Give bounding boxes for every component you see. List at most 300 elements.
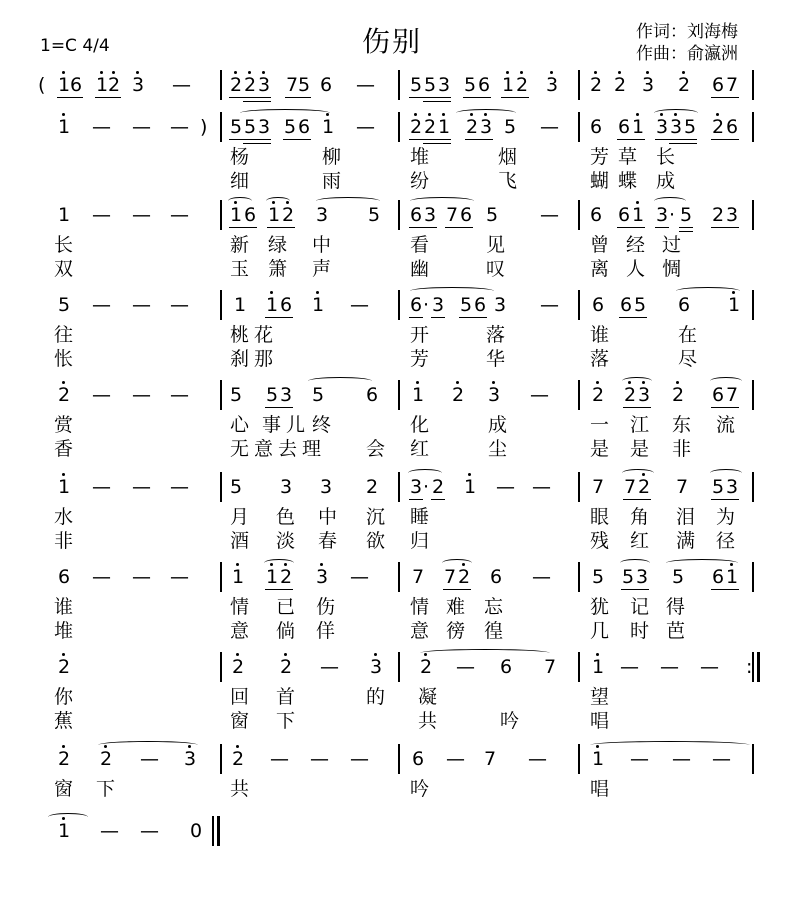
lyric-char: 眼 xyxy=(590,506,610,528)
bar-line xyxy=(578,112,580,142)
beam-line xyxy=(423,97,437,98)
lyric-char: 理 xyxy=(302,438,322,460)
beam-line xyxy=(725,227,739,228)
note: 1 xyxy=(58,820,71,842)
note: — xyxy=(100,820,119,842)
slur-tie xyxy=(442,559,472,567)
note: 6 xyxy=(712,566,725,588)
bar-line xyxy=(578,652,580,682)
octave-dot xyxy=(236,563,239,566)
note: — xyxy=(310,748,329,770)
lyric-char: 吟 xyxy=(500,710,520,732)
beam-line xyxy=(631,227,645,228)
note: 5 xyxy=(298,74,311,96)
octave-dot xyxy=(550,71,553,74)
note: 5 xyxy=(368,204,381,226)
beam-line xyxy=(711,589,725,590)
beam-line xyxy=(243,97,257,98)
note: 6 xyxy=(298,116,311,138)
beam-line xyxy=(409,499,423,500)
note: 3 xyxy=(410,476,423,498)
octave-dot xyxy=(62,71,65,74)
beam-line xyxy=(623,407,637,408)
note: — xyxy=(170,384,189,406)
lyric-char: 为 xyxy=(716,506,736,528)
note: 6 xyxy=(590,116,603,138)
bar-line xyxy=(752,562,754,592)
beam-line xyxy=(679,227,693,228)
note: 6 xyxy=(678,294,691,316)
slur-tie xyxy=(98,741,198,749)
lyric-char: 非 xyxy=(672,438,692,460)
lyric-char: 桃 xyxy=(230,324,250,346)
lyric-char: 你 xyxy=(54,686,74,708)
bar-line xyxy=(578,744,580,774)
note: 0 xyxy=(190,820,203,842)
lyric-char: 堆 xyxy=(54,620,74,642)
lyric-char: 声 xyxy=(312,258,332,280)
bar-line xyxy=(398,744,400,774)
note: — xyxy=(528,748,547,770)
lyric-char: 终 xyxy=(312,414,332,436)
octave-dot xyxy=(618,71,621,74)
lyric-char: 几 xyxy=(590,620,610,642)
lyric-char: 共 xyxy=(230,778,250,800)
octave-dot xyxy=(468,473,471,476)
slur-tie xyxy=(308,377,372,385)
lyric-char: 流 xyxy=(716,414,736,436)
beam-line xyxy=(711,97,725,98)
note: 3 xyxy=(370,656,383,678)
note: 6 xyxy=(366,384,379,406)
lyric-char: 情 xyxy=(230,596,250,618)
repeat-bar-thin xyxy=(752,652,754,682)
bar-line xyxy=(398,562,400,592)
octave-dot xyxy=(100,71,103,74)
lyric-char: 中 xyxy=(312,234,332,256)
beam-line xyxy=(409,227,423,228)
lyric-char: 曾 xyxy=(590,234,610,256)
note: 2 xyxy=(592,384,605,406)
beam-line xyxy=(283,139,297,140)
note: 1 xyxy=(502,74,515,96)
bar-line xyxy=(398,112,400,142)
note: 2 xyxy=(452,384,465,406)
lyric-char: 残 xyxy=(590,530,610,552)
note: 5 xyxy=(504,116,517,138)
note: 2 xyxy=(58,656,71,678)
note: 1 xyxy=(312,294,325,316)
beam-line xyxy=(257,101,271,102)
beam-line xyxy=(229,227,243,228)
beam-line xyxy=(431,499,445,500)
note: 2 xyxy=(108,74,121,96)
note: 7 xyxy=(544,656,557,678)
lyric-char: 事 xyxy=(262,414,282,436)
lyric-char: 香 xyxy=(54,438,74,460)
note: 6 xyxy=(618,116,631,138)
note: 3 xyxy=(546,74,559,96)
note: 3 xyxy=(670,116,683,138)
note: 2 xyxy=(366,476,379,498)
bar-line xyxy=(578,380,580,410)
note: 2 xyxy=(230,74,243,96)
note: 5 xyxy=(244,116,257,138)
lyric-char: 是 xyxy=(590,438,610,460)
note: 3 xyxy=(316,204,329,226)
slur-tie xyxy=(266,197,290,205)
lyric-char: 犹 xyxy=(590,596,610,618)
note: · xyxy=(423,476,430,498)
note: 6 xyxy=(70,74,83,96)
bar-line xyxy=(220,112,222,142)
score-row xyxy=(0,658,800,738)
bar-line xyxy=(752,70,754,100)
lyric-char: 红 xyxy=(630,530,650,552)
lyric-char: 过 xyxy=(662,234,682,256)
note: 1 xyxy=(322,116,335,138)
note: — xyxy=(532,566,551,588)
bar-line xyxy=(578,562,580,592)
lyricist-credit: 作词：刘海梅 xyxy=(636,22,738,42)
note: 3 xyxy=(642,74,655,96)
bar-line xyxy=(220,472,222,502)
bar-line xyxy=(398,472,400,502)
note: 2 xyxy=(432,476,445,498)
score-row xyxy=(0,206,800,286)
beam-line xyxy=(617,227,631,228)
lyric-char: 去 xyxy=(278,438,298,460)
note: — xyxy=(620,656,639,678)
score-row xyxy=(0,386,800,466)
note: 3 xyxy=(280,476,293,498)
note: 5 xyxy=(460,294,473,316)
note: 5 xyxy=(672,566,685,588)
lyric-char: 时 xyxy=(630,620,650,642)
note: 2 xyxy=(232,656,245,678)
bar-line xyxy=(752,290,754,320)
lyric-char: 细 xyxy=(230,170,250,192)
lyric-char: 睡 xyxy=(410,506,430,528)
score-row xyxy=(0,296,800,376)
octave-dot xyxy=(270,291,273,294)
note: 2 xyxy=(100,748,113,770)
note: — xyxy=(132,384,151,406)
final-bar-thin xyxy=(212,816,214,846)
note: — xyxy=(270,748,289,770)
note: 3 xyxy=(132,74,145,96)
octave-dot xyxy=(320,563,323,566)
lyric-char: 草 xyxy=(618,146,638,168)
note: 5 xyxy=(230,116,243,138)
note: 5 xyxy=(712,476,725,498)
lyric-char: 色 xyxy=(276,506,296,528)
note: 6 xyxy=(244,204,257,226)
note: 7 xyxy=(286,74,299,96)
lyric-char: 红 xyxy=(410,438,430,460)
note: 6 xyxy=(410,204,423,226)
bar-line xyxy=(752,112,754,142)
bar-line xyxy=(220,290,222,320)
lyric-char: 窗 xyxy=(54,778,74,800)
lyric-char: 长 xyxy=(54,234,74,256)
note: 1 xyxy=(464,476,477,498)
lyric-char: 中 xyxy=(318,506,338,528)
note: 2 xyxy=(420,656,433,678)
beam-line xyxy=(457,589,471,590)
octave-dot xyxy=(646,71,649,74)
lyric-char: 已 xyxy=(276,596,296,618)
beam-line xyxy=(423,227,437,228)
note: — xyxy=(132,204,151,226)
octave-dot xyxy=(62,745,65,748)
note: 3 xyxy=(656,204,669,226)
beam-line xyxy=(711,407,725,408)
note: 7 xyxy=(446,204,459,226)
score-row xyxy=(0,118,800,198)
note: — xyxy=(540,204,559,226)
bar-line xyxy=(398,652,400,682)
note: 5 xyxy=(680,204,693,226)
beam-line xyxy=(107,97,121,98)
slur-tie xyxy=(590,741,750,749)
note: 2 xyxy=(624,384,637,406)
note: 5 xyxy=(410,74,423,96)
lyric-char: 归 xyxy=(410,530,430,552)
note: — xyxy=(672,748,691,770)
lyric-char: 径 xyxy=(716,530,736,552)
beam-line xyxy=(725,407,739,408)
note: 6 xyxy=(500,656,513,678)
lyric-char: 玉 xyxy=(230,258,250,280)
octave-dot xyxy=(62,473,65,476)
lyric-char: 下 xyxy=(276,710,296,732)
note: — xyxy=(92,566,111,588)
beam-line xyxy=(265,407,279,408)
note: — xyxy=(532,476,551,498)
note: — xyxy=(170,116,189,138)
note: 2 xyxy=(466,116,479,138)
octave-dot xyxy=(492,381,495,384)
note: 2 xyxy=(58,748,71,770)
bar-line xyxy=(752,380,754,410)
octave-dot xyxy=(636,113,639,116)
note: — xyxy=(132,116,151,138)
octave-dot xyxy=(456,381,459,384)
beam-line xyxy=(631,139,645,140)
lyric-char: 那 xyxy=(254,348,274,370)
slur-tie xyxy=(620,559,650,567)
slur-tie xyxy=(410,287,494,295)
lyric-char: 伤 xyxy=(316,596,336,618)
octave-dot xyxy=(248,71,251,74)
note: 6 xyxy=(590,204,603,226)
lyric-char: 人 xyxy=(626,258,646,280)
lyric-char: 唱 xyxy=(590,710,610,732)
note: 2 xyxy=(712,116,725,138)
note: 1 xyxy=(58,204,71,226)
lyric-char: 凝 xyxy=(418,686,438,708)
bar-line xyxy=(220,652,222,682)
note: 2 xyxy=(672,384,685,406)
note: 7 xyxy=(484,748,497,770)
note: 7 xyxy=(726,74,739,96)
lyric-char: 下 xyxy=(96,778,116,800)
lyric-char: 芳 xyxy=(590,146,610,168)
octave-dot xyxy=(428,113,431,116)
lyric-char: 徬 xyxy=(446,620,466,642)
note: 5 xyxy=(312,384,325,406)
note: 2 xyxy=(614,74,627,96)
bar-line xyxy=(220,200,222,230)
slur-tie xyxy=(228,197,252,205)
bar-line xyxy=(578,200,580,230)
note: 2 xyxy=(58,384,71,406)
note: 2 xyxy=(232,748,245,770)
note: 7 xyxy=(676,476,689,498)
slur-tie xyxy=(410,197,474,205)
beam-line xyxy=(725,97,739,98)
beam-line xyxy=(437,139,451,140)
note: 3 xyxy=(438,74,451,96)
note: — xyxy=(496,476,515,498)
lyric-char: 会 xyxy=(366,438,386,460)
lyric-char: 柳 xyxy=(322,146,342,168)
lyric-char: 怅 xyxy=(54,348,74,370)
beam-line xyxy=(725,589,739,590)
octave-dot xyxy=(262,71,265,74)
note: 2 xyxy=(516,74,529,96)
beam-line xyxy=(243,101,257,102)
lyric-char: 刹 xyxy=(230,348,250,370)
beam-line xyxy=(279,317,293,318)
note: 6 xyxy=(474,294,487,316)
beam-line xyxy=(623,499,637,500)
octave-dot xyxy=(236,745,239,748)
lyric-char: 意 xyxy=(410,620,430,642)
note: — xyxy=(92,204,111,226)
lyric-char: 落 xyxy=(590,348,610,370)
note: 7 xyxy=(444,566,457,588)
repeat-bar-thick xyxy=(757,652,760,682)
lyric-char: 月 xyxy=(230,506,250,528)
lyric-char: 叹 xyxy=(486,258,506,280)
bar-line xyxy=(220,380,222,410)
lyric-char: 箫 xyxy=(268,258,288,280)
lyric-char: 心 xyxy=(230,414,250,436)
score-row xyxy=(0,750,800,830)
lyric-char: 倘 xyxy=(276,620,296,642)
beam-line xyxy=(281,227,295,228)
bar-line xyxy=(220,70,222,100)
beam-line xyxy=(437,143,451,144)
note: — xyxy=(540,116,559,138)
lyric-char: 蝴 xyxy=(590,170,610,192)
note: 5 xyxy=(486,204,499,226)
note: 5 xyxy=(284,116,297,138)
lyric-char: 江 xyxy=(630,414,650,436)
note: 3 xyxy=(258,116,271,138)
note: — xyxy=(92,476,111,498)
beam-line xyxy=(655,227,669,228)
note: · xyxy=(423,294,430,316)
score-row xyxy=(0,822,800,902)
lyric-char: 佯 xyxy=(316,620,336,642)
note: 3 xyxy=(432,294,445,316)
lyric-char: 非 xyxy=(54,530,74,552)
note: 1 xyxy=(726,566,739,588)
note: — xyxy=(350,566,369,588)
lyric-char: 芭 xyxy=(666,620,686,642)
beam-line xyxy=(637,499,651,500)
beam-line xyxy=(679,231,693,232)
note: — xyxy=(356,116,375,138)
note: 1 xyxy=(96,74,109,96)
beam-line xyxy=(431,317,445,318)
lyric-char: 长 xyxy=(656,146,676,168)
note: — xyxy=(132,476,151,498)
note: 2 xyxy=(410,116,423,138)
note: — xyxy=(172,74,191,96)
lyric-char: 尘 xyxy=(488,438,508,460)
beam-line xyxy=(655,139,669,140)
note: 6 xyxy=(410,294,423,316)
lyric-char: 烟 xyxy=(498,146,518,168)
lyric-char: 蝶 xyxy=(618,170,638,192)
octave-dot xyxy=(62,113,65,116)
slur-tie xyxy=(622,377,652,385)
lyric-char: 离 xyxy=(590,258,610,280)
note: — xyxy=(140,748,159,770)
note: 6 xyxy=(280,294,293,316)
song-title: 伤别 xyxy=(362,25,423,58)
note: 3 xyxy=(316,566,329,588)
lyric-char: 成 xyxy=(656,170,676,192)
octave-dot xyxy=(442,113,445,116)
note: 5 xyxy=(592,566,605,588)
slur-tie xyxy=(676,287,740,295)
note: 5 xyxy=(464,74,477,96)
bar-line xyxy=(752,472,754,502)
octave-dot xyxy=(520,71,523,74)
note: 2 xyxy=(424,116,437,138)
bar-line xyxy=(398,290,400,320)
slur-tie xyxy=(654,109,698,117)
lyric-char: 开 xyxy=(410,324,430,346)
lyric-char: 纷 xyxy=(410,170,430,192)
note: 1 xyxy=(266,294,279,316)
note: : xyxy=(746,656,753,678)
note: 1 xyxy=(438,116,451,138)
lyric-char: 无 xyxy=(230,438,250,460)
note: 6 xyxy=(490,566,503,588)
beam-line xyxy=(229,97,243,98)
lyric-char: 落 xyxy=(486,324,506,346)
lyric-char: 水 xyxy=(54,506,74,528)
note: 6 xyxy=(320,74,333,96)
note: 1 xyxy=(58,476,71,498)
beam-line xyxy=(437,101,451,102)
octave-dot xyxy=(316,291,319,294)
lyric-char: 谁 xyxy=(54,596,74,618)
slur-tie xyxy=(710,469,742,477)
beam-line xyxy=(459,227,473,228)
beam-line xyxy=(669,143,683,144)
lyric-char: 窗 xyxy=(230,710,250,732)
lyric-char: 得 xyxy=(666,596,686,618)
note: — xyxy=(170,294,189,316)
octave-dot xyxy=(594,71,597,74)
